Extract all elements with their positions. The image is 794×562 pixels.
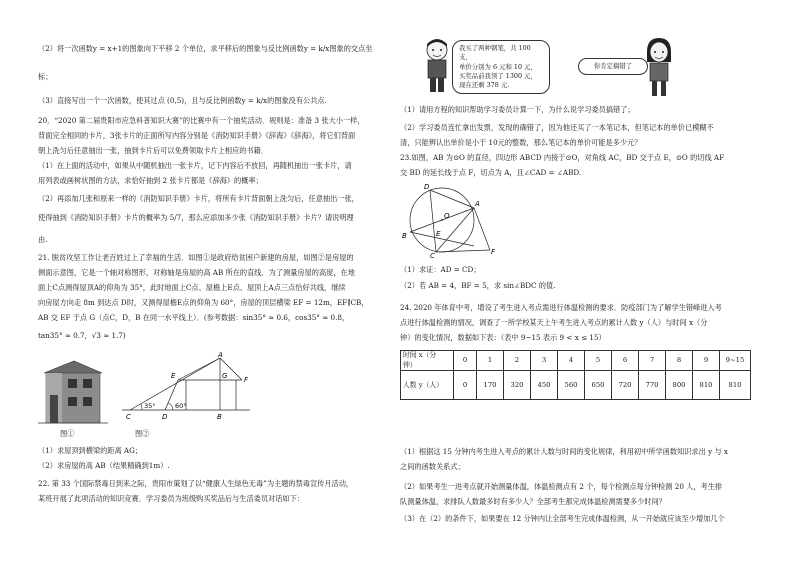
- table-cell: 170: [477, 371, 504, 400]
- table-cell: 7: [639, 351, 666, 371]
- table-cell: 6: [612, 351, 639, 371]
- table-cell: 320: [504, 371, 531, 400]
- data-table: [400, 350, 751, 400]
- point-E: E: [171, 372, 176, 380]
- speech-bubble-committee: 你肯定搞错了: [578, 58, 648, 75]
- q20-line: 20．“2020 第二届贵阳市应急科普知识大赛”的比赛中有一个抽奖活动．规则是：准备 3 张大小一样，: [38, 116, 365, 125]
- table-cell: 770: [639, 371, 666, 400]
- q21-line: AB 交 EF 于点 G（点C，D，B 在同一水平线上）．(参考数据：sin35° ≈ 0.6，cos35° ≈ 0.8，: [38, 313, 350, 322]
- q24-sub2-line: （2）如果考生一进考点就开始测量体温，体温检测点有 2 个，每个检测点每分钟检测 20 人，考生排: [400, 482, 723, 491]
- side-view-figure: [120, 352, 260, 430]
- q24-line: 钟）的变化情况，数据如下表：（表中 9~15 表示 9 < x ≤ 15）: [400, 333, 606, 342]
- q2-line-2: 标；: [38, 72, 53, 81]
- angle-35: 35°: [144, 402, 156, 410]
- q24-line: 24. 2020 年体育中考，增设了考生进入考点需进行体温检测的要求．防疫部门为了解学生错峰进入考: [400, 303, 722, 312]
- q20-line: 用列表或画树状图的方法，求恰好抽到 2 张卡片都是《辞海》的概率；: [38, 176, 263, 185]
- table-cell: 560: [558, 371, 585, 400]
- angle-60: 60°: [175, 402, 187, 410]
- table-row-time: [401, 351, 751, 371]
- fig1-label: 图①: [60, 429, 75, 438]
- speech-bubble-student: [452, 40, 550, 94]
- bubble-line: 我买了两种钢笔，共 100 支，: [459, 44, 531, 62]
- table-cell: 720: [612, 371, 639, 400]
- q20-line: 由.: [38, 235, 48, 244]
- table-cell: 800: [666, 371, 693, 400]
- q21-line: 21. 脱贫攻坚工作让老百姓过上了幸福的生活．如图①是政府给贫困户新建的房屋，如图②是房屋的: [38, 253, 354, 262]
- point-D: D: [424, 183, 430, 191]
- q22-sub2-line: （2）学习委员连忙拿出发票，发现的确错了，因为他还买了一本笔记本，但笔记本的单价已模糊不: [400, 123, 714, 132]
- q20-line: 朝上洗匀后任意抽出一张，抽到卡片后可以免费领取卡片上相应的书籍．: [38, 146, 269, 155]
- student-girl-illustration: [642, 38, 676, 98]
- bubble-line: 单价分别为 6 元和 10 元，: [459, 62, 537, 71]
- house-figure: [38, 355, 108, 427]
- table-cell: 5: [585, 351, 612, 371]
- q22-line: 某班开展了此项活动的知识竞赛．学习委员为班级购买奖品后与生活委员对话如下：: [38, 494, 304, 503]
- point-F: F: [491, 248, 496, 256]
- table-cell: 8: [666, 351, 693, 371]
- point-B: B: [217, 413, 222, 421]
- point-C: C: [126, 413, 131, 421]
- q21-line: 向房屋方向走 8m 到达点 D时，又测得屋檐E点的仰角为 60°，房屋的顶层横梁 EF = 12m，EF∥CB，: [38, 298, 369, 307]
- circle-geometry-figure: [400, 180, 500, 258]
- q23-line: 23.如图，AB 为⊙O 的直径，四边形 ABCD 内接于⊙O，对角线 AC，BD 交于点 E，⊙O 的切线 AF: [400, 153, 725, 162]
- q24-line: 点进行体温检测的情况，调查了一所学校某天上午考生进入考点的累计人数 y（人）与时间 x（分: [400, 318, 708, 327]
- q21-line: 面上C点测得屋顶A的仰角为 35°，此时地面上C点、屋檐上E点、屋顶上A点三点恰好共线，继续: [38, 283, 346, 292]
- point-G: G: [222, 372, 228, 380]
- row-header-time: [401, 351, 454, 371]
- table-cell: 2: [504, 351, 531, 371]
- table-cell: 650: [585, 371, 612, 400]
- point-A: A: [218, 352, 223, 359]
- point-O: O: [444, 212, 450, 220]
- table-cell: 0: [454, 371, 477, 400]
- table-row-count: [401, 371, 751, 400]
- table-cell: 9~15: [720, 351, 751, 371]
- point-B: B: [402, 232, 407, 240]
- table-cell: 4: [558, 351, 585, 371]
- point-D: D: [162, 413, 168, 421]
- q2-line-1: （2）将一次函数y = x+1的图象向下平移 2 个单位，求平移后的图象与反比例函数y = k/x图象的交点坐: [38, 44, 373, 53]
- table-cell: 0: [454, 351, 477, 371]
- student-boy-illustration: [422, 38, 452, 94]
- q22-line: 22. 第 33 个国际禁毒日到来之际，贵阳市策划了以“健康人生绿色无毒”为主题的禁毒宣传月活动，: [38, 479, 354, 488]
- table-cell: 3: [531, 351, 558, 371]
- q23-line: 交 BD 的延长线于点 F，切点为 A，且∠CAD = ∠ABD.: [400, 168, 582, 177]
- q20-line: 背面完全相同的卡片，3张卡片的正面所写内容分别是《消防知识手册》《辞海》《辞海》，将它们背面: [38, 131, 356, 140]
- q23-sub2: （2）若 AB = 4，BF = 5，求 sin∠BDC 的值.: [400, 281, 556, 290]
- q3-line: （3）直接写出一个一次函数，使其过点 (0,5)，且与反比例函数y = k/x的图象没有公共点.: [38, 96, 327, 105]
- q24-sub1-line: （1）根据这 15 分钟内考生进入考点的累计人数与时间的变化规律，利用初中所学函数知识求出 y 与 x: [400, 447, 728, 456]
- q21-sub1: （1）求屋顶到横梁的距离 AG；: [38, 446, 143, 455]
- bubble-line: 现在还剩 378 元.: [459, 81, 510, 90]
- q21-sub2: （2）求房屋的高 AB（结果精确到1m）.: [38, 461, 170, 470]
- bubble-line: 买奖品前我领了 1300 元，: [459, 71, 537, 80]
- q23-sub1: （1）求证：AD = CD；: [400, 265, 481, 274]
- table-cell: 810: [720, 371, 751, 400]
- q24-sub1-line: 之间的函数关系式；: [400, 462, 465, 471]
- row-header-count: 人数 y（人）: [401, 371, 454, 400]
- point-C: C: [430, 252, 435, 258]
- header-text: 钟）: [403, 360, 417, 369]
- q24-sub3: （3）在（2）的条件下，如果要在 12 分钟内让全部考生完成体温检测，从一开始就应该至少增加几个: [400, 514, 725, 523]
- point-A: A: [475, 200, 480, 208]
- table-cell: 810: [693, 371, 720, 400]
- point-E: E: [436, 230, 441, 238]
- point-F: F: [244, 376, 249, 384]
- table-cell: 9: [693, 351, 720, 371]
- q24-sub2-line: 队测量体温，求排队人数最多时有多少人？全部考生都完成体温检测需要多少时间？: [400, 497, 666, 506]
- fig2-label: 图②: [135, 429, 150, 438]
- q21-line: 侧面示意图，它是一个轴对称图形，对称轴是房屋的高 AB 所在的直线．为了测量房屋的高度，在地: [38, 268, 355, 277]
- table-cell: 1: [477, 351, 504, 371]
- q22-sub2-line: 清，只能辨认出单价是小于 10元的整数，那么笔记本的单价可能是多少元？: [400, 138, 642, 147]
- q22-sub1: （1）请用方程的知识帮助学习委员计算一下，为什么说学习委员搞错了；: [400, 105, 635, 114]
- table-cell: 450: [531, 371, 558, 400]
- q20-line: （1）在上面的活动中，如果从中随机抽出一张卡片，记下内容后不放回，再随机抽出一张卡片，请: [38, 161, 352, 170]
- header-text: 时间 x（分: [403, 351, 437, 359]
- q20-line: （2）再添加几张和原来一样的《消防知识手册》卡片，将所有卡片背面朝上洗匀后，任意抽出一张，: [38, 194, 359, 203]
- q21-line: tan35° ≈ 0.7，√3 ≈ 1.7): [38, 331, 126, 340]
- q20-line: 使得抽到《消防知识手册》卡片的概率为 5/7，那么应添加多少张《消防知识手册》卡片？请说明理: [38, 213, 354, 222]
